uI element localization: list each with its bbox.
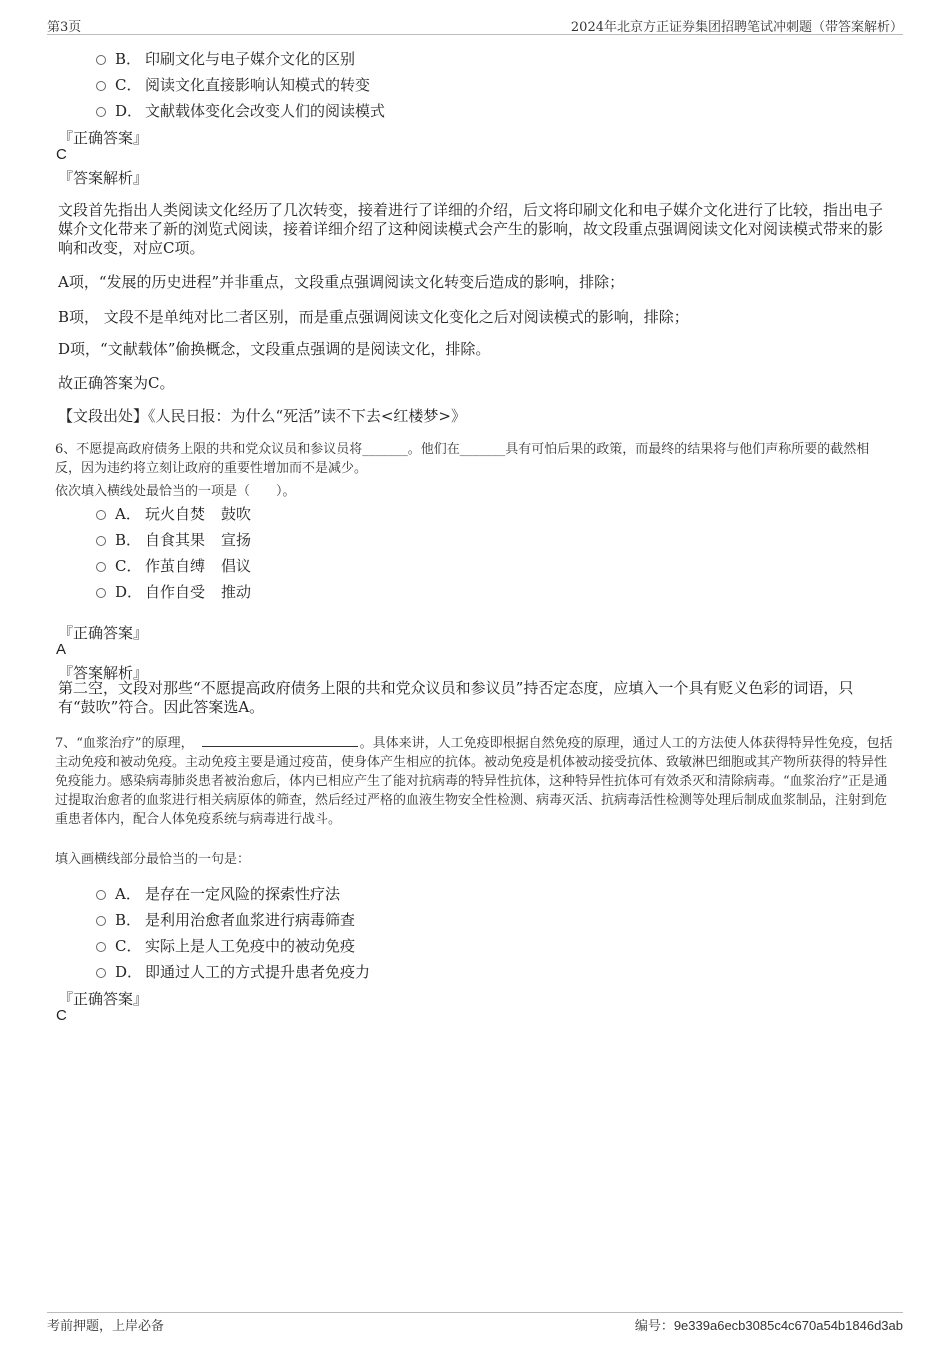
- page-footer: [47, 1312, 903, 1337]
- q6-instruction: 依次填入横线处最恰当的一项是（ ）。: [55, 484, 296, 499]
- radio-icon[interactable]: [96, 510, 106, 520]
- q7-stem: 7、“血浆治疗”的原理， 。具体来讲，人工免疫即根据自然免疫的原理，通过人工的方法使人体获得特异性免疫，包括主动免疫和被动免疫。主动免疫主要是通过疫苗，使身体产生相应的抗体。被动免疫是机体被动接受抗体、致敏淋巴细胞或其产物所获得的特异性免疫能力。感染病毒肺炎患者被治愈后，体内已相应产生了能对抗病毒的特异性抗体，这种特异性抗体可有效杀灭和清除病毒。“血浆治疗”正是通过提取治愈者的血浆进行相关病原体的筛查，然后经过严格的血液生物安全性检测、病毒灭活、抗病毒活性检测等处理后制成血浆制品，注射到危重患者体内，配合人体免疫系统与病毒进行战斗。: [55, 736, 893, 827]
- q6-option-d[interactable]: D． 自作自受 推动: [96, 581, 251, 602]
- q7-instruction: 填入画横线部分最恰当的一句是：: [55, 852, 251, 867]
- q6-stem: 6、不愿提高政府债务上限的共和党众议员和参议员将_______。他们在_______具有可怕后果的政策，而最终的结果将与他们声称所要的截然相反，因为违约将立刻让政府的重要性增加而不是减少。: [55, 442, 870, 476]
- q7-answer-title: 『正确答案』: [58, 990, 149, 1008]
- q5-source: 【文段出处】《人民日报：为什么“死活”读不下去<红楼梦>》: [58, 407, 466, 425]
- q6-answer: A: [56, 641, 67, 658]
- q5-analysis-a: A项，“发展的历史进程”并非重点，文段重点强调阅读文化转变后造成的影响，排除；: [58, 273, 625, 291]
- q5-answer-title: 『正确答案』: [58, 129, 149, 147]
- q5-analysis-d: D项，“文献载体”偷换概念，文段重点强调的是阅读文化，排除。: [58, 340, 491, 358]
- radio-icon[interactable]: [96, 588, 106, 598]
- page-header: [47, 14, 903, 35]
- q6-analysis: 第二空，文段对那些“不愿提高政府债务上限的共和党众议员和参议员”持否定态度，应填入一个具有贬义色彩的词语，只有“鼓吹”符合。因此答案选A。: [58, 679, 854, 716]
- radio-icon[interactable]: [96, 536, 106, 546]
- page-number: 第3页: [47, 20, 82, 35]
- radio-icon[interactable]: [96, 890, 106, 900]
- q5-option-b[interactable]: B． 印刷文化与电子媒介文化的区别: [96, 48, 355, 69]
- q7-option-c[interactable]: C． 实际上是人工免疫中的被动免疫: [96, 935, 355, 956]
- radio-icon[interactable]: [96, 942, 106, 952]
- radio-icon[interactable]: [96, 81, 106, 91]
- q6-analysis-title: 『答案解析』: [58, 664, 149, 682]
- q5-analysis-title: 『答案解析』: [58, 169, 149, 187]
- q5-option-c[interactable]: C． 阅读文化直接影响认知模式的转变: [96, 74, 370, 95]
- q6-option-b[interactable]: B． 自食其果 宣扬: [96, 529, 251, 550]
- q5-conclusion: 故正确答案为C。: [58, 374, 175, 392]
- radio-icon[interactable]: [96, 916, 106, 926]
- footer-slogan: 考前押题，上岸必备: [47, 1319, 165, 1334]
- radio-icon[interactable]: [96, 968, 106, 978]
- q7-option-d[interactable]: D． 即通过人工的方式提升患者免疫力: [96, 961, 370, 982]
- q6-answer-title: 『正确答案』: [58, 624, 149, 642]
- document-code: 编号：9e339a6ecb3085c4c670a54b1846d3ab: [634, 1318, 903, 1334]
- q5-answer: C: [56, 146, 67, 163]
- q5-option-d[interactable]: D． 文献载体变化会改变人们的阅读模式: [96, 100, 385, 121]
- q5-analysis-b: B项， 文段不是单纯对比二者区别，而是重点强调阅读文化变化之后对阅读模式的影响，排除；: [58, 308, 689, 326]
- q7-option-a[interactable]: A． 是存在一定风险的探索性疗法: [96, 883, 340, 904]
- q6-option-c[interactable]: C． 作茧自缚 倡议: [96, 555, 251, 576]
- radio-icon[interactable]: [96, 562, 106, 572]
- radio-icon[interactable]: [96, 55, 106, 65]
- q7-blank: [202, 734, 358, 747]
- q7-answer: C: [56, 1007, 67, 1024]
- q5-analysis-main: 文段首先指出人类阅读文化经历了几次转变，接着进行了详细的介绍，后文将印刷文化和电子媒介文化进行了比较，指出电子媒介文化带来了新的浏览式阅读，接着详细介绍了这种阅读模式会产生的影响，故文段重点强调阅读文化对阅读模式带来的影响和改变，对应C项。: [58, 201, 884, 257]
- document-title: 2024年北京方正证券集团招聘笔试冲刺题（带答案解析）: [570, 20, 903, 35]
- q7-option-b[interactable]: B． 是利用治愈者血浆进行病毒筛查: [96, 909, 355, 930]
- q6-option-a[interactable]: A． 玩火自焚 鼓吹: [96, 503, 251, 524]
- radio-icon[interactable]: [96, 107, 106, 117]
